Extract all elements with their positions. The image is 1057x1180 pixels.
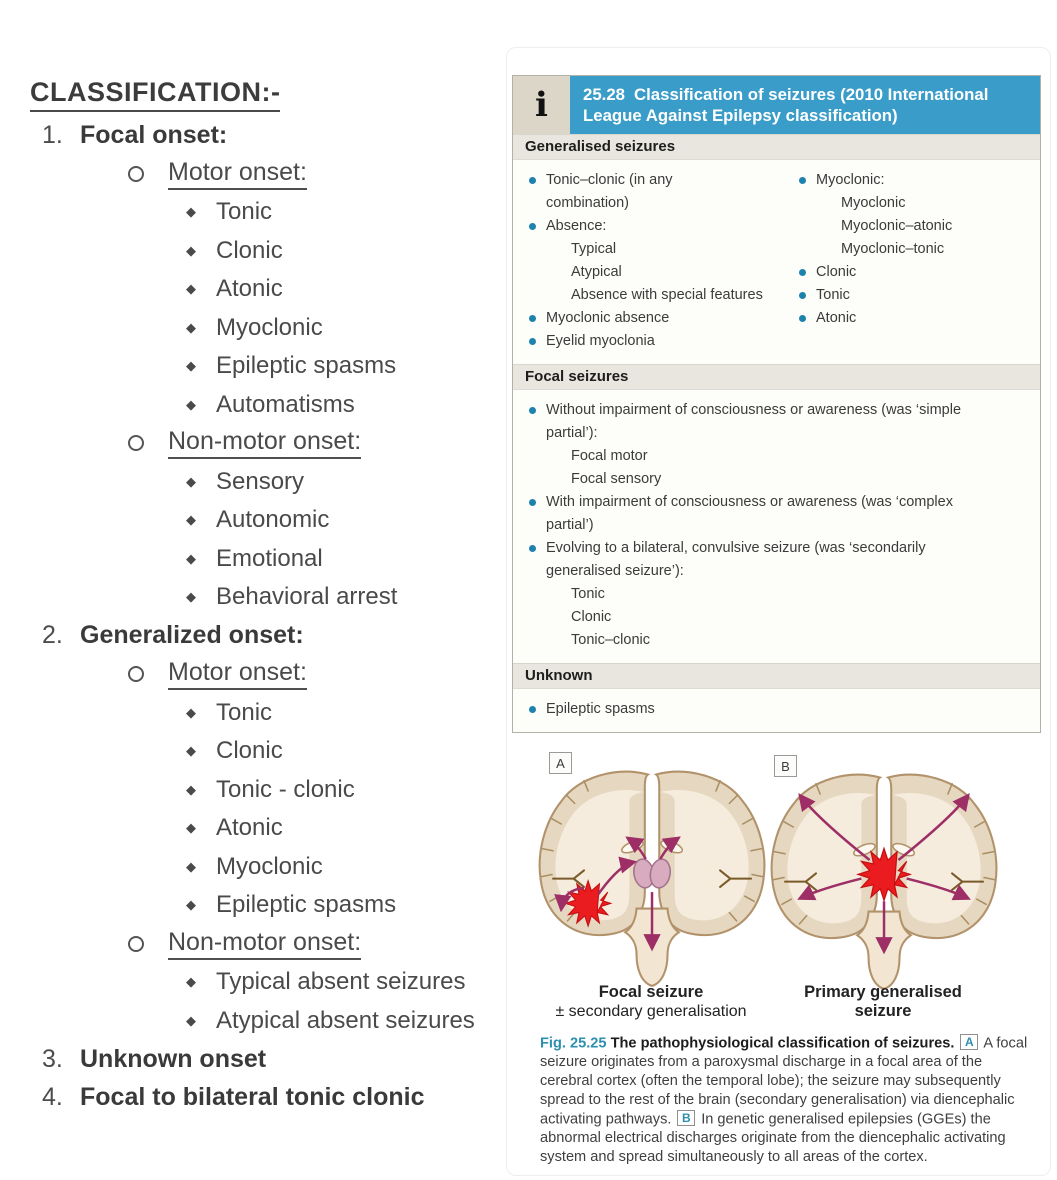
info-icon: i (513, 76, 570, 134)
outline-item (30, 925, 505, 964)
diamond-bullet-icon: ◆ (186, 319, 196, 335)
outline-title: CLASSIFICATION:- (30, 72, 505, 116)
bullet-dot-icon (799, 269, 806, 276)
classification-outline (30, 72, 505, 1117)
outline-item-label: Typical absent seizures (216, 968, 466, 996)
item-text: Myoclonic: (816, 172, 885, 188)
bulleted-item (527, 169, 789, 215)
section-body (513, 390, 1040, 663)
diamond-bullet-icon: ◆ (186, 281, 196, 297)
outline-item-label: Generalized onset: (80, 621, 304, 650)
diamond-bullet-icon: ◆ (186, 820, 196, 836)
list-number: 1. (42, 120, 63, 149)
diamond-bullet-icon: ◆ (186, 204, 196, 220)
outline-item (30, 424, 505, 463)
diamond-bullet-icon: ◆ (186, 743, 196, 759)
item-text: Without impairment of consciousness or awareness (was ‘simple partial’): (546, 402, 962, 441)
section-heading: Generalised seizures (513, 134, 1040, 160)
sub-item: Typical (571, 241, 617, 257)
diamond-bullet-icon: ◆ (186, 897, 196, 913)
outline-item (30, 193, 505, 232)
outline-item-label: Tonic (216, 698, 273, 726)
sub-item: Atypical (571, 264, 622, 280)
outline-item (30, 501, 505, 540)
bulleted-item (527, 215, 789, 238)
infobox-number: 25.28 (583, 85, 625, 104)
outline-item-label: Unknown onset (80, 1044, 267, 1073)
infobox-title-text: Classification of seizures (2010 International League Against Epilepsy classification) (583, 85, 989, 125)
outline-item-label: Atonic (216, 275, 283, 303)
item-text: Tonic (816, 287, 850, 303)
infobox-title (570, 76, 1040, 134)
infobox-25-28 (512, 75, 1041, 733)
bulleted-item (527, 330, 789, 353)
outline-item-label: Tonic (216, 198, 273, 226)
outline-item (30, 963, 505, 1002)
section-heading: Unknown (513, 663, 1040, 689)
bullet-dot-icon (529, 706, 536, 713)
diamond-bullet-icon: ◆ (186, 1012, 196, 1028)
outline-item-label: Non-motor onset: (168, 427, 361, 459)
outline-item-label: Sensory (216, 467, 305, 495)
outline-list (30, 116, 505, 1117)
bullet-dot-icon (529, 223, 536, 230)
panel-a-caption: Focal seizure ± secondary generalisation (555, 983, 747, 1020)
outline-item (30, 1040, 505, 1079)
bullet-dot-icon (799, 177, 806, 184)
sub-item: Absence with special features (571, 287, 763, 303)
outline-item (30, 655, 505, 694)
outline-item (30, 732, 505, 771)
bullet-dot-icon (529, 545, 536, 552)
outline-item-label: Focal to bilateral tonic clonic (80, 1083, 425, 1112)
section-column (527, 169, 789, 353)
outline-item-label: Clonic (216, 236, 283, 264)
outline-item-label: Non-motor onset: (168, 928, 361, 960)
circle-bullet-icon (128, 435, 144, 451)
outline-item (30, 270, 505, 309)
outline-item (30, 809, 505, 848)
sub-item: Focal motor (571, 448, 648, 464)
outline-item-label: Myoclonic (216, 852, 323, 880)
outline-item-label: Epileptic spasms (216, 891, 397, 919)
item-text: Clonic (816, 264, 857, 280)
section-heading: Focal seizures (513, 364, 1040, 390)
outline-item (30, 463, 505, 502)
outline-item (30, 540, 505, 579)
legend-text: In genetic generalised epilepsies (GGEs) the abnormal electrical discharges originate from the diencephalic activating system and spread simultaneously to all areas of the cortex. (540, 1111, 1006, 1165)
bulleted-item (797, 169, 1030, 192)
sub-item: Clonic (571, 609, 612, 625)
infobox-header (513, 76, 1040, 134)
bulleted-item (527, 307, 789, 330)
item-text: Eyelid myoclonia (546, 333, 655, 349)
bulleted-item (797, 261, 1030, 284)
bullet-dot-icon (529, 407, 536, 414)
sub-item: Focal sensory (571, 471, 662, 487)
circle-bullet-icon (128, 936, 144, 952)
infobox-sections (513, 134, 1040, 732)
diamond-bullet-icon: ◆ (186, 242, 196, 258)
outline-item (30, 771, 505, 810)
list-number: 3. (42, 1044, 63, 1073)
outline-item (30, 694, 505, 733)
item-text: With impairment of consciousness or awareness (was ‘complex partial’) (546, 494, 953, 533)
outline-item (30, 347, 505, 386)
bulleted-item (527, 698, 1030, 721)
diamond-bullet-icon: ◆ (186, 396, 196, 412)
diamond-bullet-icon: ◆ (186, 358, 196, 374)
outline-item-label: Automatisms (216, 390, 355, 418)
outline-item-label: Epileptic spasms (216, 352, 397, 380)
item-text: Atonic (816, 310, 857, 326)
panel-b-caption: Primary generalised seizure (804, 983, 962, 1020)
diamond-bullet-icon: ◆ (186, 512, 196, 528)
panel-ref-box: A (960, 1034, 978, 1050)
list-number: 4. (42, 1083, 63, 1112)
outline-item (30, 886, 505, 925)
item-text: Tonic–clonic (in any combination) (546, 172, 673, 211)
bullet-dot-icon (529, 177, 536, 184)
diamond-bullet-icon: ◆ (186, 550, 196, 566)
section-column (797, 169, 1030, 330)
section-body (513, 689, 1040, 732)
legend-text: A focal seizure originates from a paroxysmal discharge in a focal area of the cerebral cortex (often the temporal lobe); the seizure may subsequently spread to the rest of the brain (secondary generalisation) via diencephalic activating pathways. (540, 1035, 1028, 1128)
panel-label-b: B (774, 755, 797, 777)
outline-item (30, 232, 505, 271)
outline-item-label: Myoclonic (216, 313, 323, 341)
bulleted-item (527, 537, 1030, 583)
bullet-dot-icon (529, 338, 536, 345)
outline-item-label: Tonic - clonic (216, 775, 355, 803)
outline-item-label: Motor onset: (168, 658, 307, 690)
outline-item-label: Autonomic (216, 506, 330, 534)
panel-label-a: A (549, 752, 572, 774)
outline-item (30, 1002, 505, 1041)
item-text: Evolving to a bilateral, convulsive seizure (was ‘secondarily generalised seizure’): (546, 540, 926, 579)
circle-bullet-icon (128, 666, 144, 682)
sub-item: Tonic (571, 586, 605, 602)
bulleted-item (797, 307, 1030, 330)
bulleted-item (527, 399, 1030, 445)
sub-item: Myoclonic (841, 195, 906, 211)
item-text: Epileptic spasms (546, 701, 655, 717)
list-number: 2. (42, 621, 63, 650)
bullet-dot-icon (799, 292, 806, 299)
bullet-dot-icon (529, 499, 536, 506)
diamond-bullet-icon: ◆ (186, 704, 196, 720)
outline-item (30, 578, 505, 617)
outline-item (30, 155, 505, 194)
sub-item: Myoclonic–tonic (841, 241, 945, 257)
sub-item: Tonic–clonic (571, 632, 650, 648)
outline-item (30, 848, 505, 887)
panel-ref-box: B (677, 1110, 695, 1126)
diamond-bullet-icon: ◆ (186, 589, 196, 605)
item-text: Absence: (546, 218, 607, 234)
legend-text: The pathophysiological classification of seizures. (606, 1035, 959, 1052)
outline-item-label: Behavioral arrest (216, 583, 398, 611)
outline-item (30, 617, 505, 656)
sub-item: Myoclonic–atonic (841, 218, 953, 234)
brain-diagram-focal-seizure (522, 758, 780, 990)
outline-item-label: Emotional (216, 544, 323, 572)
diamond-bullet-icon: ◆ (186, 858, 196, 874)
figure-legend (540, 1034, 1037, 1167)
diamond-bullet-icon: ◆ (186, 974, 196, 990)
outline-item-label: Focal onset: (80, 120, 228, 149)
bullet-dot-icon (529, 315, 536, 322)
outline-item (30, 116, 505, 155)
outline-item-label: Clonic (216, 737, 283, 765)
figure-number: Fig. 25.25 (540, 1035, 607, 1052)
circle-bullet-icon (128, 166, 144, 182)
outline-item (30, 309, 505, 348)
section-body (513, 160, 1040, 364)
item-text: Myoclonic absence (546, 310, 670, 326)
outline-item-label: Atonic (216, 814, 283, 842)
diamond-bullet-icon: ◆ (186, 781, 196, 797)
outline-item-label: Atypical absent seizures (216, 1006, 475, 1034)
bulleted-item (527, 491, 1030, 537)
brain-diagram-generalised-seizure (754, 761, 1012, 993)
outline-item (30, 386, 505, 425)
bullet-dot-icon (799, 315, 806, 322)
bulleted-item (797, 284, 1030, 307)
outline-item-label: Motor onset: (168, 158, 307, 190)
diamond-bullet-icon: ◆ (186, 473, 196, 489)
outline-item (30, 1079, 505, 1118)
